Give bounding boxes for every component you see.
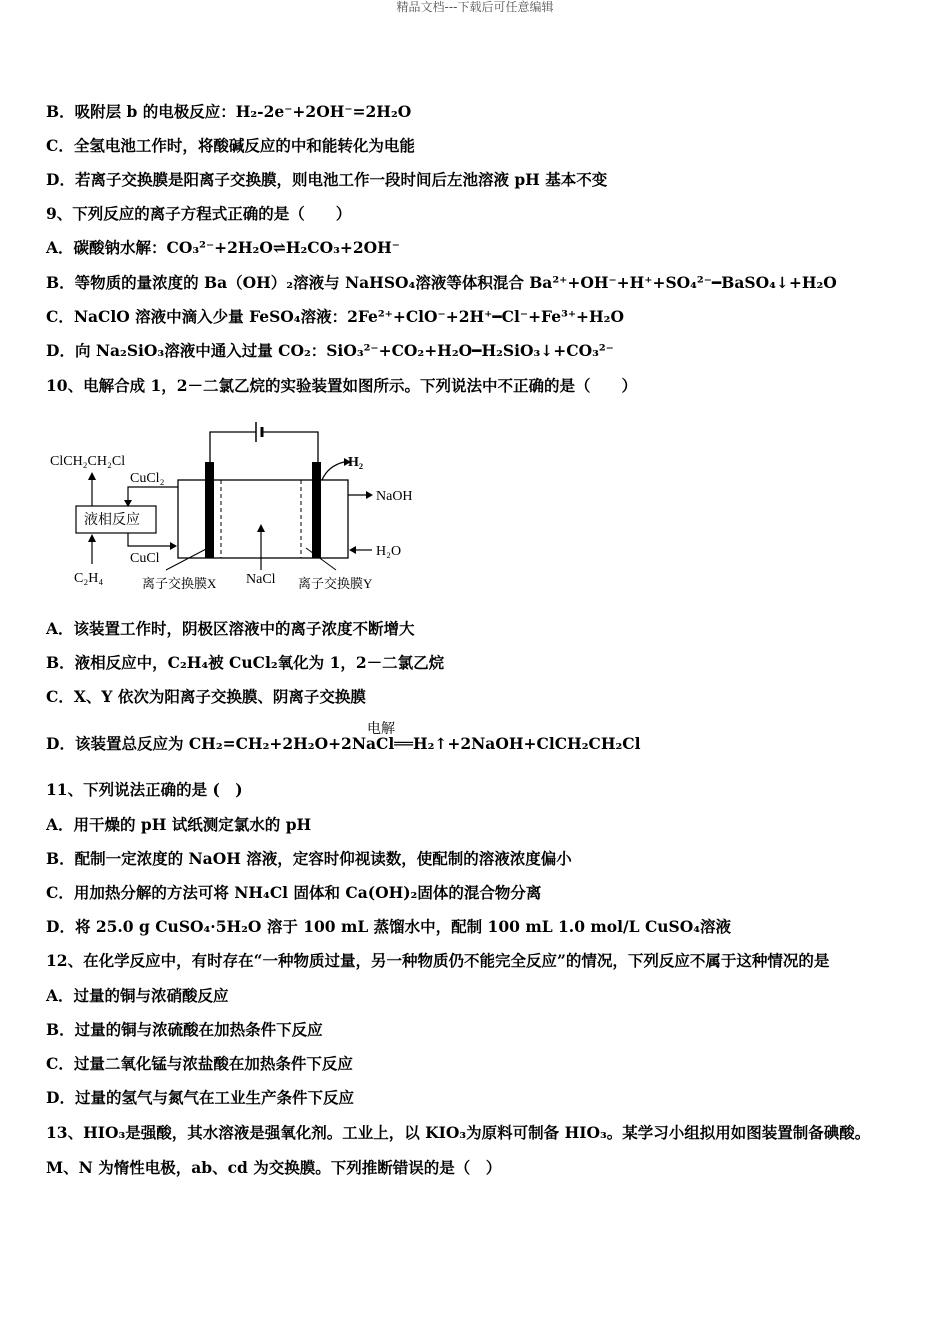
h2o-label: H₂O bbox=[376, 544, 402, 559]
option-9c: C．NaClO 溶液中滴入少量 FeSO₄溶液：2Fe²⁺+ClO⁻+2H⁺━Cl⁻+Fe³⁺+H₂O bbox=[46, 307, 624, 326]
membrane-y-label: 离子交换膜Y bbox=[298, 576, 373, 591]
option-11a: A．用干燥的 pH 试纸测定氯水的 pH bbox=[46, 815, 312, 834]
product-label: ClCH₂CH₂Cl bbox=[50, 454, 126, 469]
option-11c: C．用加热分解的方法可将 NH₄Cl 固体和 Ca(OH)₂固体的混合物分离 bbox=[46, 883, 542, 902]
option-10d: D．该装置总反应为 CH₂=CH₂+2H₂O+2NaCl══H₂↑+2NaOH+ClCH₂CH₂Cl bbox=[46, 734, 641, 753]
option-11b: B．配制一定浓度的 NaOH 溶液，定容时仰视读数，使配制的溶液浓度偏小 bbox=[46, 849, 572, 868]
c2h4-label: C₂H₄ bbox=[74, 571, 104, 586]
option-8c: C．全氢电池工作时，将酸碱反应的中和能转化为电能 bbox=[46, 136, 415, 155]
membrane-x-label: 离子交换膜X bbox=[142, 576, 217, 591]
question-9: 9、下列反应的离子方程式正确的是（ ） bbox=[46, 204, 352, 223]
cucl2-label: CuCl₂ bbox=[130, 471, 165, 486]
option-9b: B．等物质的量浓度的 Ba（OH）₂溶液与 NaHSO₄溶液等体积混合 Ba²⁺+OH⁻+H⁺+SO₄²⁻━BaSO₄↓+H₂O bbox=[46, 273, 837, 292]
cathode-electrode bbox=[312, 462, 321, 558]
cucl-label: CuCl bbox=[130, 551, 160, 566]
electrolysis-condition: 电解 bbox=[367, 721, 395, 737]
option-9a: A．碳酸钠水解：CO₃²⁻+2H₂O⇌H₂CO₃+2OH⁻ bbox=[46, 238, 400, 257]
option-12d: D．过量的氢气与氮气在工业生产条件下反应 bbox=[46, 1088, 354, 1107]
question-12: 12、在化学反应中，有时存在“一种物质过量，另一种物质仍不能完全反应”的情况，下列反应不属于这种情况的是 bbox=[46, 951, 830, 970]
electrolysis-apparatus-diagram bbox=[46, 420, 426, 600]
page-header: 精品文档---下载后可任意编辑 bbox=[396, 0, 554, 14]
nacl-label: NaCl bbox=[246, 572, 276, 587]
option-8b: B．吸附层 b 的电极反应：H₂-2e⁻+2OH⁻=2H₂O bbox=[46, 102, 412, 121]
option-12b: B．过量的铜与浓硫酸在加热条件下反应 bbox=[46, 1020, 323, 1039]
wire-left bbox=[210, 432, 256, 462]
reactor-label: 液相反应 bbox=[84, 513, 140, 528]
option-10b: B．液相反应中，C₂H₄被 CuCl₂氧化为 1，2－二氯乙烷 bbox=[46, 653, 445, 672]
question-13-continued: M、N 为惰性电极，ab、cd 为交换膜。下列推断错误的是（ ） bbox=[46, 1158, 502, 1177]
option-11d: D．将 25.0 g CuSO₄·5H₂O 溶于 100 mL 蒸馏水中，配制 100 mL 1.0 mol/L CuSO₄溶液 bbox=[46, 917, 732, 936]
option-12c: C．过量二氧化锰与浓盐酸在加热条件下反应 bbox=[46, 1054, 353, 1073]
question-11: 11、下列说法正确的是 ( ) bbox=[46, 780, 243, 799]
option-12a: A．过量的铜与浓硝酸反应 bbox=[46, 986, 229, 1005]
h2-label: H₂ bbox=[348, 455, 364, 470]
question-13: 13、HIO₃是强酸，其水溶液是强氧化剂。工业上，以 KIO₃为原料可制备 HIO₃。某学习小组拟用如图装置制备碘酸。 bbox=[46, 1123, 871, 1142]
cell-box bbox=[178, 480, 348, 558]
option-8d: D．若离子交换膜是阳离子交换膜，则电池工作一段时间后左池溶液 pH 基本不变 bbox=[46, 170, 608, 189]
question-10: 10、电解合成 1，2－二氯乙烷的实验装置如图所示。下列说法中不正确的是（ ） bbox=[46, 376, 638, 395]
wire-right bbox=[262, 432, 318, 462]
option-9d: D．向 Na₂SiO₃溶液中通入过量 CO₂：SiO₃²⁻+CO₂+H₂O━H₂SiO₃↓+CO₃²⁻ bbox=[46, 341, 614, 360]
anode-electrode bbox=[205, 462, 214, 558]
option-10a: A．该装置工作时，阴极区溶液中的离子浓度不断增大 bbox=[46, 619, 415, 638]
option-10c: C．X、Y 依次为阳离子交换膜、阴离子交换膜 bbox=[46, 687, 366, 706]
naoh-label: NaOH bbox=[376, 489, 413, 504]
